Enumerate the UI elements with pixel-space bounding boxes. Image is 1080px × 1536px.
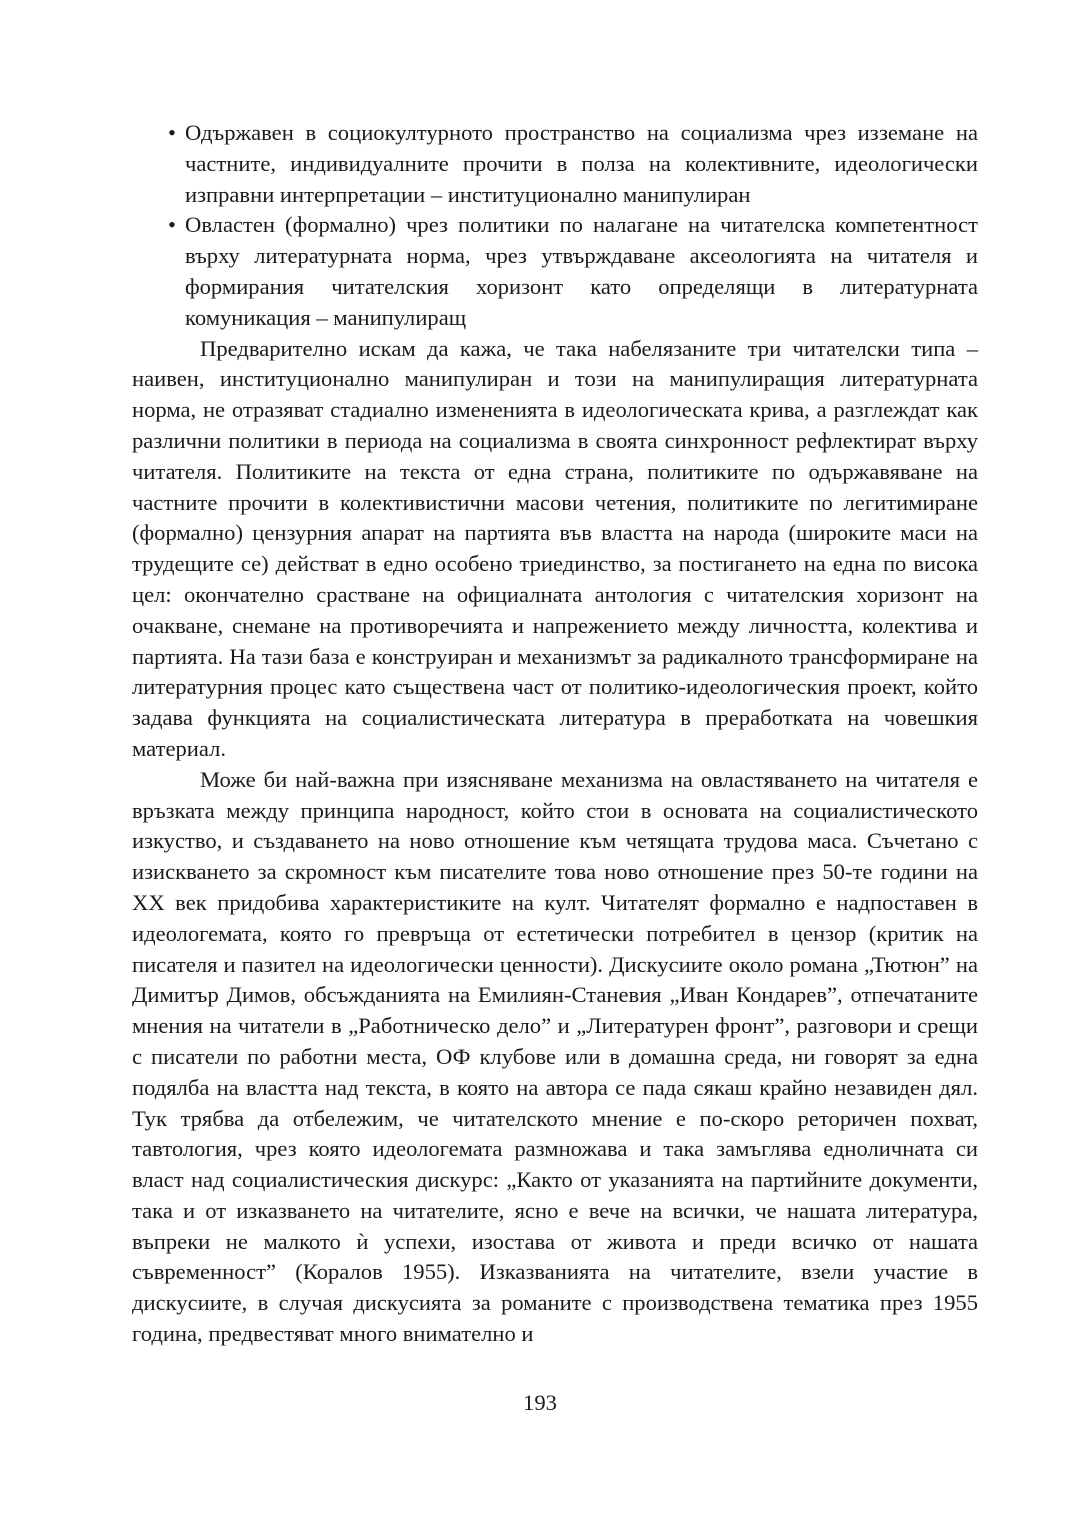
paragraph-reader-types: Предварително искам да кажа, че така набелязаните три читателски типа – наивен, институционално манипулиран и този на манипулиращия литературната норма, не отразяват стадиално измененията в идеологическата крива, а разглеждат как различни политики в периода на социализма в своята синхронност рефлектират върху читателя. Политиките на текста от една страна, политиките по одържавяване на частните прочити в колективистични масови четения, политиките по легитимиране (формално) цензурния апарат на партията във властта на народа (широките маси на трудещите се) действат в едно особено триединство, за постигането на една по висока цел: окончателно срастване на официалната антология с читателския хоризонт на очакване, снемане на противоречията и напрежението между личността, колектива и партията. На тази база е конструиран и механизмът за радикалното трансформиране на литературния процес като съществена част от политико-идеологическия проект, който задава функцията на социалистическата литература в преработката на човешкия материал. [132,335,978,761]
paragraph-reader-empowerment: Може би най-важна при изясняване механизма на овластяването на читателя е връзката между принципа народност, който стои в основата на социалистическото изкуство, и създаването на ново отношение към четящата трудова маса. Съчетано с изискването за скромност към писателите това ново отношение през 50-те години на XX век придобива характеристиките на култ. Читателят формално е надпоставен в идеологемата, която го превръща от естетически потребител в цензор (критик на писателя и пазител на идеологически ценности). Дискусиите около романа „Тютюн” на Димитър Димов, обсъжданията на Емилиян-Станевия „Иван Кондарев”, отпечатаните мнения на читатели в „Работническо дело” и „Литературен фронт”, разговори и срещи с писатели по работни места, ОФ клубове или в домашна среда, ни говорят за една подялба на властта над текста, в която на автора се пада сякаш крайно незавиден дял. Тук трябва да отбележим, че читателското мнение е по-скоро реторичен похват, тавтология, чрез която идеологемата размножава и така замъглява едноличната си власт над социалистическия дискурс: „Както от указанията на партийните документи, така и от изказването на читателите, ясно е вече на всички, че нашата литература, въпреки не малкото ѝ успехи, изостава от живота и преди всичко от нашата съвременност” (Коралов 1955). Изказванията на читателите, взели участие в дискусиите, в случая дискусията за романите с производствена тематика през 1955 година, предвестяват много внимателно и [132,766,978,1347]
bullet-marker: • [168,212,176,238]
bullet-text: Овластен (формално) чрез политики по налагане на читателска компетентност върху литературната норма, чрез утвърждаване аксеологията на читателя и формирания читателския хоризонт като определящи в литературната комуникация – манипулиращ [185,212,978,330]
bullet-item-institutionally-manipulated [132,118,978,210]
bullet-item-manipulating [132,210,978,333]
bullet-list [132,118,978,334]
page-number: 193 [523,1390,557,1415]
bullet-text: Одържавен в социокултурното пространство на социализма чрез изземане на частните, индивидуалните прочити в полза на колективните, идеологически изправни интерпретации – институционално манипулиран [185,120,978,207]
bullet-marker: • [168,120,176,145]
body-text [132,118,978,1350]
